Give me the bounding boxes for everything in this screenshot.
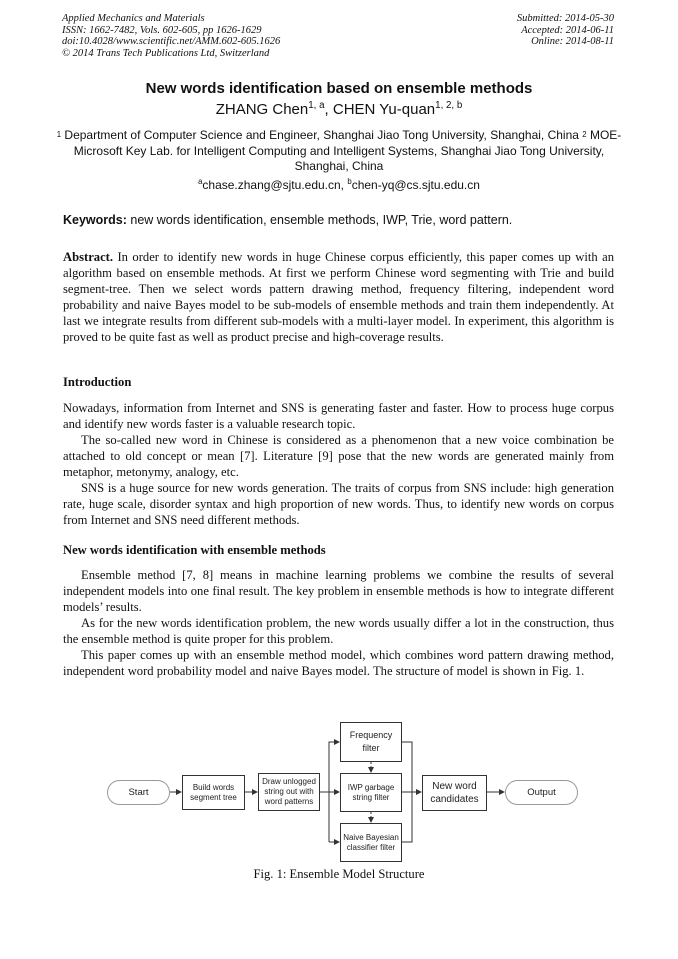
paragraph: Nowadays, information from Internet and SNS is generating faster and faster. How to process huge corpus and identify new words faster is a valuable research topic. — [63, 401, 614, 431]
ensemble-model-diagram — [100, 715, 590, 870]
affiliations — [55, 128, 623, 175]
output-node: Output — [505, 780, 578, 805]
author: CHEN Yu-quan — [332, 101, 436, 118]
affiliation: Department of Computer Science and Engineer, Shanghai Jiao Tong University, Shanghai, China — [61, 128, 583, 142]
paragraph: This paper comes up with an ensemble method model, which combines word pattern drawing method, independent word probability model and naive Bayes model. The structure of model is shown in Fig. 1. — [63, 648, 614, 678]
abstract-label: Abstract. — [63, 250, 114, 264]
email-sup: a — [198, 177, 203, 187]
section-heading: Introduction — [63, 375, 132, 389]
build-tree-node: Build words segment tree — [182, 775, 245, 810]
paragraph: The so-called new word in Chinese is considered as a phenomenon that a new voice combination be attached to old concept or mean [7]. Literature [9] pose that the new words are generated mainly from metaphor, metonymy, analogy, etc. — [63, 433, 614, 479]
authors — [40, 101, 638, 118]
bayes-filter-node: Naive Bayesian classifier filter — [340, 823, 402, 862]
intro-body — [63, 400, 614, 528]
section-heading: New words identification with ensemble methods — [63, 543, 326, 557]
dates-info — [517, 13, 614, 48]
keywords-text: new words identification, ensemble methods, IWP, Trie, word pattern. — [126, 213, 513, 227]
paragraph: As for the new words identification problem, the new words usually differ a lot in the construction, thus the ensemble method is quite proper for this problem. — [63, 616, 614, 646]
email-sup: b — [347, 177, 352, 187]
author-sup: 1, 2, b — [435, 100, 463, 112]
paragraph: SNS is a huge source for new words generation. The traits of corpus from SNS include: high generation rate, huge scale, disorder syntax and high proportion of new words. Thus, to identify new words on corpus from Internet and SNS need different methods. — [63, 481, 614, 527]
start-node: Start — [107, 780, 170, 805]
iwp-filter-node: IWP garbage string filter — [340, 773, 402, 812]
section2-body — [63, 567, 614, 679]
date-line: Submitted: 2014-05-30 — [516, 13, 614, 24]
journal-line: ISSN: 1662-7482, Vols. 602-605, pp 1626-1629 — [62, 24, 262, 36]
candidates-node: New word candidates — [422, 775, 487, 811]
journal-line: © 2014 Trans Tech Publications Ltd, Switzerland — [62, 47, 270, 59]
journal-line: doi:10.4028/www.scientific.net/AMM.602-605.1626 — [62, 36, 281, 47]
paragraph: Ensemble method [7, 8] means in machine learning problems we combine the results of several independent models into one final result. The key problem in ensemble methods is how to integrate different models’ results. — [63, 568, 614, 614]
date-line: Online: 2014-08-11 — [531, 36, 614, 47]
email[interactable]: chase.zhang@sjtu.edu.cn, — [202, 178, 348, 192]
draw-string-node: Draw unlogged string out with word patterns — [258, 773, 320, 811]
affil-sup: 1 — [56, 130, 62, 140]
abstract — [63, 249, 614, 345]
keywords — [63, 213, 512, 227]
author: ZHANG Chen — [215, 101, 309, 118]
journal-line: Applied Mechanics and Materials — [62, 13, 205, 24]
frequency-filter-node: Frequency filter — [340, 722, 402, 762]
figure-caption: Fig. 1: Ensemble Model Structure — [253, 867, 425, 881]
abstract-text: In order to identify new words in huge Chinese corpus efficiently, this paper comes up with an algorithm based on ensemble methods. At first we perform Chinese word segmenting with Trie and build segment-tree. Then we select words pattern drawing method, frequency filtering, independent word probability and naive Bayes model to be sub-models of ensemble methods and train them independently. At last we integrate results from different sub-models with a multi-layer model. In experiment, this algorithm is proved to be quite fast as well as product precise and high-coverage results. — [63, 250, 614, 344]
author-sep: , — [324, 101, 333, 118]
author-sup: 1, a — [308, 100, 325, 112]
date-line: Accepted: 2014-06-11 — [521, 24, 614, 36]
journal-info — [62, 13, 280, 59]
affiliation: MOE-Microsoft Key Lab. for Intelligent Computing and Intelligent Systems, Shanghai Jiao Tong University, Shanghai, China — [73, 128, 622, 173]
email[interactable]: chen-yq@cs.sjtu.edu.cn — [351, 178, 480, 192]
paper-title: New words identification based on ensemble methods — [145, 80, 533, 97]
keywords-label: Keywords: — [63, 213, 127, 227]
emails — [40, 178, 638, 192]
affil-sup: 2 — [582, 130, 587, 140]
